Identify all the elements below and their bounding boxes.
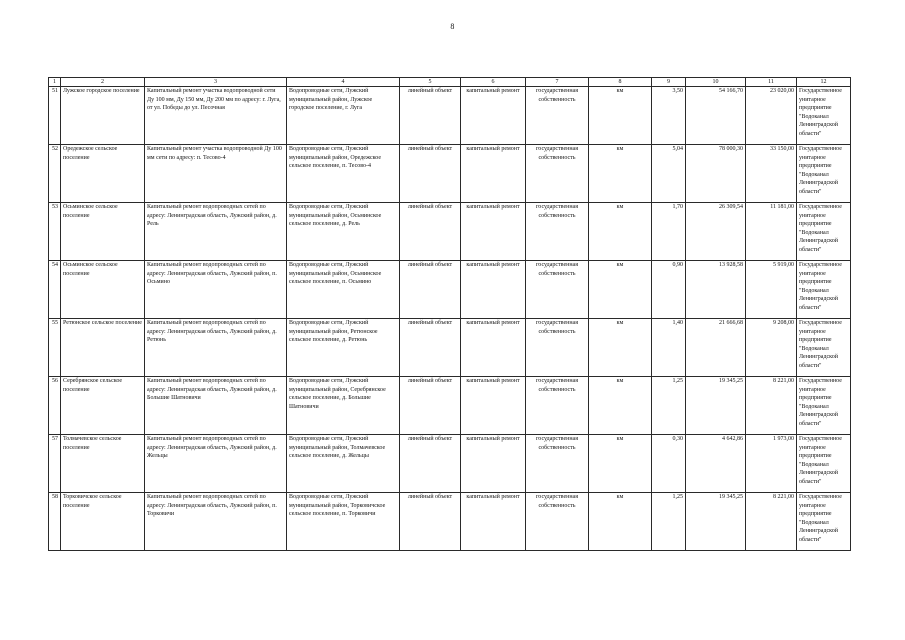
ownership-cell: государственная собственность [526, 203, 589, 261]
object-type-cell: линейный объект [400, 377, 461, 435]
unit-cell: км [589, 435, 652, 493]
cost-cell: 78 000,30 [686, 145, 746, 203]
column-number-header: 6 [461, 78, 526, 87]
settlement-cell: Лужское городское поселение [61, 87, 145, 145]
length-cell: 1,25 [652, 377, 686, 435]
object-cell: Водопроводные сети, Лужский муниципальный район, Лужское городское поселение, г. Луга [287, 87, 400, 145]
unit-cell: км [589, 319, 652, 377]
unit-cell: км [589, 261, 652, 319]
repair-type-cell: капитальный ремонт [461, 493, 526, 551]
object-cell: Водопроводные сети, Лужский муниципальный район, Ретюнское сельское поселение, д. Ретюнь [287, 319, 400, 377]
repair-type-cell: капитальный ремонт [461, 87, 526, 145]
settlement-cell: Толмачевское сельское поселение [61, 435, 145, 493]
column-number-header: 5 [400, 78, 461, 87]
data-table [48, 77, 851, 551]
settlement-cell: Оредежское сельское поселение [61, 145, 145, 203]
row-number-cell: 52 [49, 145, 61, 203]
table-row [49, 435, 851, 493]
recipient-cell: Государственное унитарное предприятие "Водоканал Ленинградской области" [797, 145, 851, 203]
column-number-header: 12 [797, 78, 851, 87]
length-cell: 0,30 [652, 435, 686, 493]
row-number-cell: 58 [49, 493, 61, 551]
column-number-header: 7 [526, 78, 589, 87]
object-cell: Водопроводные сети, Лужский муниципальный район, Оредежское сельское поселение, п. Тесово-4 [287, 145, 400, 203]
table-row [49, 261, 851, 319]
object-cell: Водопроводные сети, Лужский муниципальный район, Осьминское сельское поселение, д. Рель [287, 203, 400, 261]
subsidy-cell: 1 973,00 [746, 435, 797, 493]
ownership-cell: государственная собственность [526, 377, 589, 435]
work-description-cell: Капитальный ремонт водопроводных сетей по адресу: Ленинградская область, Лужский район, д. Ретюнь [145, 319, 287, 377]
row-number-cell: 55 [49, 319, 61, 377]
table-row [49, 203, 851, 261]
object-type-cell: линейный объект [400, 435, 461, 493]
object-type-cell: линейный объект [400, 87, 461, 145]
recipient-cell: Государственное унитарное предприятие "Водоканал Ленинградской области" [797, 203, 851, 261]
object-type-cell: линейный объект [400, 319, 461, 377]
settlement-cell: Ретюнское сельское поселение [61, 319, 145, 377]
settlement-cell: Серебрянское сельское поселение [61, 377, 145, 435]
subsidy-cell: 5 919,00 [746, 261, 797, 319]
length-cell: 1,70 [652, 203, 686, 261]
object-cell: Водопроводные сети, Лужский муниципальный район, Осьминское сельское поселение, п. Осьмино [287, 261, 400, 319]
repair-type-cell: капитальный ремонт [461, 435, 526, 493]
object-type-cell: линейный объект [400, 145, 461, 203]
header-row [49, 78, 851, 87]
table-row [49, 145, 851, 203]
object-type-cell: линейный объект [400, 203, 461, 261]
settlement-cell: Осьминское сельское поселение [61, 203, 145, 261]
recipient-cell: Государственное унитарное предприятие "Водоканал Ленинградской области" [797, 261, 851, 319]
unit-cell: км [589, 203, 652, 261]
row-number-cell: 53 [49, 203, 61, 261]
length-cell: 1,25 [652, 493, 686, 551]
column-number-header: 10 [686, 78, 746, 87]
table-row [49, 377, 851, 435]
repair-type-cell: капитальный ремонт [461, 145, 526, 203]
table-body [49, 87, 851, 551]
unit-cell: км [589, 145, 652, 203]
table-row [49, 319, 851, 377]
recipient-cell: Государственное унитарное предприятие "Водоканал Ленинградской области" [797, 87, 851, 145]
cost-cell: 54 166,70 [686, 87, 746, 145]
unit-cell: км [589, 493, 652, 551]
column-number-header: 4 [287, 78, 400, 87]
column-number-header: 8 [589, 78, 652, 87]
column-number-header: 11 [746, 78, 797, 87]
unit-cell: км [589, 377, 652, 435]
ownership-cell: государственная собственность [526, 145, 589, 203]
unit-cell: км [589, 87, 652, 145]
ownership-cell: государственная собственность [526, 87, 589, 145]
subsidy-cell: 8 221,00 [746, 493, 797, 551]
length-cell: 1,40 [652, 319, 686, 377]
settlement-cell: Торковичское сельское поселение [61, 493, 145, 551]
ownership-cell: государственная собственность [526, 435, 589, 493]
subsidy-cell: 33 150,00 [746, 145, 797, 203]
repair-type-cell: капитальный ремонт [461, 377, 526, 435]
repair-type-cell: капитальный ремонт [461, 261, 526, 319]
recipient-cell: Государственное унитарное предприятие "Водоканал Ленинградской области" [797, 493, 851, 551]
length-cell: 3,50 [652, 87, 686, 145]
settlement-cell: Осьминское сельское поселение [61, 261, 145, 319]
work-description-cell: Капитальный ремонт водопроводных сетей по адресу: Ленинградская область, Лужский район, д. Рель [145, 203, 287, 261]
length-cell: 0,90 [652, 261, 686, 319]
column-number-header: 3 [145, 78, 287, 87]
ownership-cell: государственная собственность [526, 493, 589, 551]
cost-cell: 21 666,68 [686, 319, 746, 377]
ownership-cell: государственная собственность [526, 261, 589, 319]
object-type-cell: линейный объект [400, 493, 461, 551]
repair-type-cell: капитальный ремонт [461, 203, 526, 261]
cost-cell: 19 345,25 [686, 493, 746, 551]
column-number-header: 1 [49, 78, 61, 87]
object-cell: Водопроводные сети, Лужский муниципальный район, Серебрянское сельское поселение, д. Большие Шатновичи [287, 377, 400, 435]
table-row [49, 87, 851, 145]
work-description-cell: Капитальный ремонт водопроводных сетей по адресу: Ленинградская область, Лужский район, п. Осьмино [145, 261, 287, 319]
recipient-cell: Государственное унитарное предприятие "Водоканал Ленинградской области" [797, 319, 851, 377]
object-cell: Водопроводные сети, Лужский муниципальный район, Торковичское сельское поселение, п. Торковичи [287, 493, 400, 551]
subsidy-cell: 23 020,00 [746, 87, 797, 145]
subsidy-cell: 8 221,00 [746, 377, 797, 435]
length-cell: 5,04 [652, 145, 686, 203]
subsidy-cell: 9 208,00 [746, 319, 797, 377]
cost-cell: 19 345,25 [686, 377, 746, 435]
cost-cell: 4 642,86 [686, 435, 746, 493]
table-row [49, 493, 851, 551]
subsidy-cell: 11 181,00 [746, 203, 797, 261]
row-number-cell: 57 [49, 435, 61, 493]
recipient-cell: Государственное унитарное предприятие "Водоканал Ленинградской области" [797, 435, 851, 493]
cost-cell: 13 928,58 [686, 261, 746, 319]
object-cell: Водопроводные сети, Лужский муниципальный район, Толмачевское сельское поселение, д. Жельцы [287, 435, 400, 493]
object-type-cell: линейный объект [400, 261, 461, 319]
repair-type-cell: капитальный ремонт [461, 319, 526, 377]
recipient-cell: Государственное унитарное предприятие "Водоканал Ленинградской области" [797, 377, 851, 435]
page-number: 8 [450, 22, 455, 31]
row-number-cell: 51 [49, 87, 61, 145]
ownership-cell: государственная собственность [526, 319, 589, 377]
column-number-header: 9 [652, 78, 686, 87]
work-description-cell: Капитальный ремонт водопроводных сетей по адресу: Ленинградская область, Лужский район, п. Торковичи [145, 493, 287, 551]
column-number-header: 2 [61, 78, 145, 87]
work-description-cell: Капитальный ремонт участка водопроводной Ду 100 мм сети по адресу: п. Тесово-4 [145, 145, 287, 203]
work-description-cell: Капитальный ремонт водопроводных сетей по адресу: Ленинградская область, Лужский район, д. Жельцы [145, 435, 287, 493]
cost-cell: 26 309,54 [686, 203, 746, 261]
work-description-cell: Капитальный ремонт водопроводных сетей по адресу: Ленинградская область, Лужский район, д. Большие Шатновичи [145, 377, 287, 435]
row-number-cell: 54 [49, 261, 61, 319]
work-description-cell: Капитальный ремонт участка водопроводной сети Ду 100 мм, Ду 150 мм, Ду 200 мм по адресу: г. Луга, от ул. Победы до ул. Песочная [145, 87, 287, 145]
row-number-cell: 56 [49, 377, 61, 435]
